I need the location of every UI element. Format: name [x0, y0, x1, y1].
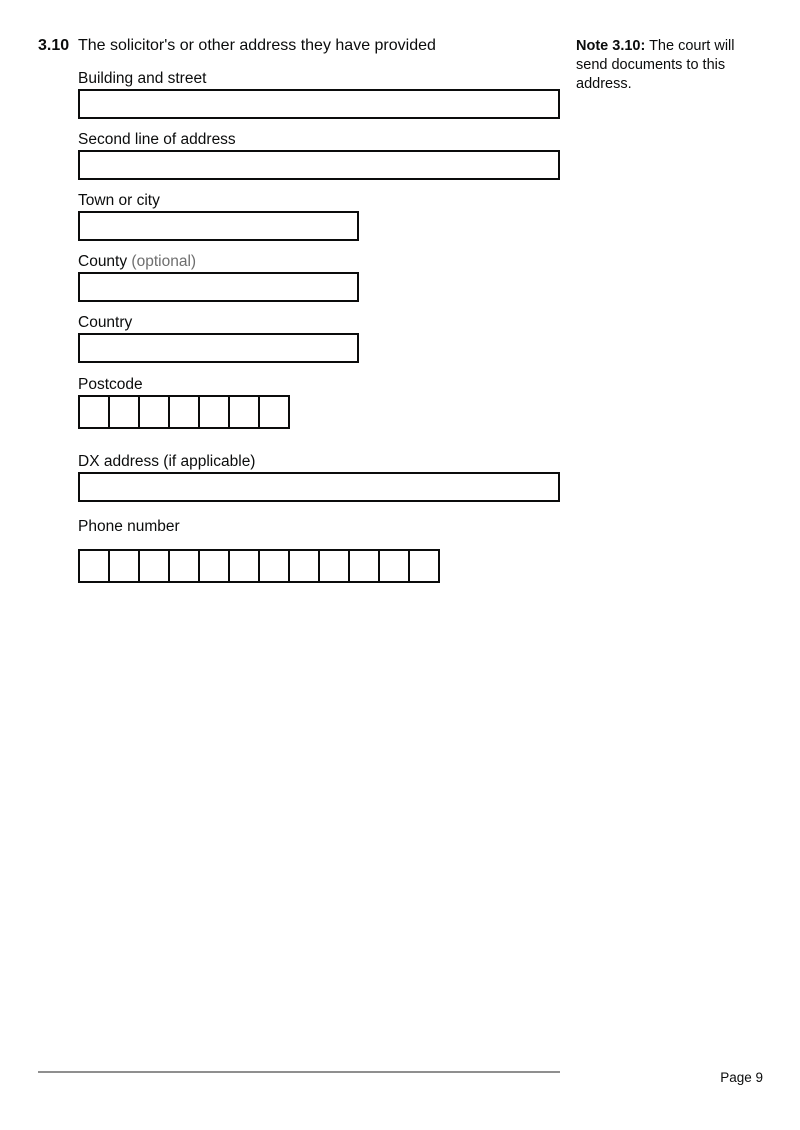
postcode-char-cell[interactable] [80, 397, 110, 427]
phone-char-cell[interactable] [290, 551, 320, 581]
phone-char-cell[interactable] [320, 551, 350, 581]
postcode-char-cell[interactable] [230, 397, 260, 427]
postcode-char-cell[interactable] [110, 397, 140, 427]
county-optional-suffix: (optional) [127, 253, 197, 270]
dx-address-label: DX address (if applicable) [78, 453, 256, 470]
phone-char-cell[interactable] [410, 551, 438, 581]
phone-char-cell[interactable] [110, 551, 140, 581]
section-fields-column [78, 37, 560, 583]
postcode-char-cell[interactable] [140, 397, 170, 427]
phone-char-cell[interactable] [80, 551, 110, 581]
building-street-input[interactable] [78, 89, 560, 119]
postcode-label: Postcode [78, 376, 143, 393]
page-number: Page 9 [720, 1070, 763, 1085]
town-city-input[interactable] [78, 211, 359, 241]
note-text: The court will send documents to this address. [576, 38, 735, 92]
section-number: 3.10 [38, 37, 70, 54]
phone-char-cell[interactable] [140, 551, 170, 581]
country-label: Country [78, 314, 133, 331]
phone-char-cell[interactable] [200, 551, 230, 581]
postcode-char-cell[interactable] [200, 397, 230, 427]
note-3-10 [576, 37, 748, 94]
postcode-char-cell[interactable] [170, 397, 200, 427]
note-label: Note 3.10: [576, 38, 646, 54]
phone-number-input[interactable] [78, 549, 440, 583]
county-label [78, 252, 560, 271]
building-street-label: Building and street [78, 70, 207, 87]
postcode-input[interactable] [78, 395, 290, 429]
phone-char-cell[interactable] [260, 551, 290, 581]
postcode-char-cell[interactable] [260, 397, 288, 427]
phone-char-cell[interactable] [170, 551, 200, 581]
second-line-label: Second line of address [78, 131, 236, 148]
phone-number-label: Phone number [78, 518, 180, 535]
county-input[interactable] [78, 272, 359, 302]
phone-char-cell[interactable] [230, 551, 260, 581]
county-label-text: County [78, 253, 128, 270]
section-title: The solicitor's or other address they have provided [78, 37, 436, 54]
town-city-label: Town or city [78, 192, 160, 209]
phone-char-cell[interactable] [380, 551, 410, 581]
footer-divider [38, 1071, 560, 1073]
dx-address-input[interactable] [78, 472, 560, 502]
country-input[interactable] [78, 333, 359, 363]
second-line-input[interactable] [78, 150, 560, 180]
phone-char-cell[interactable] [350, 551, 380, 581]
